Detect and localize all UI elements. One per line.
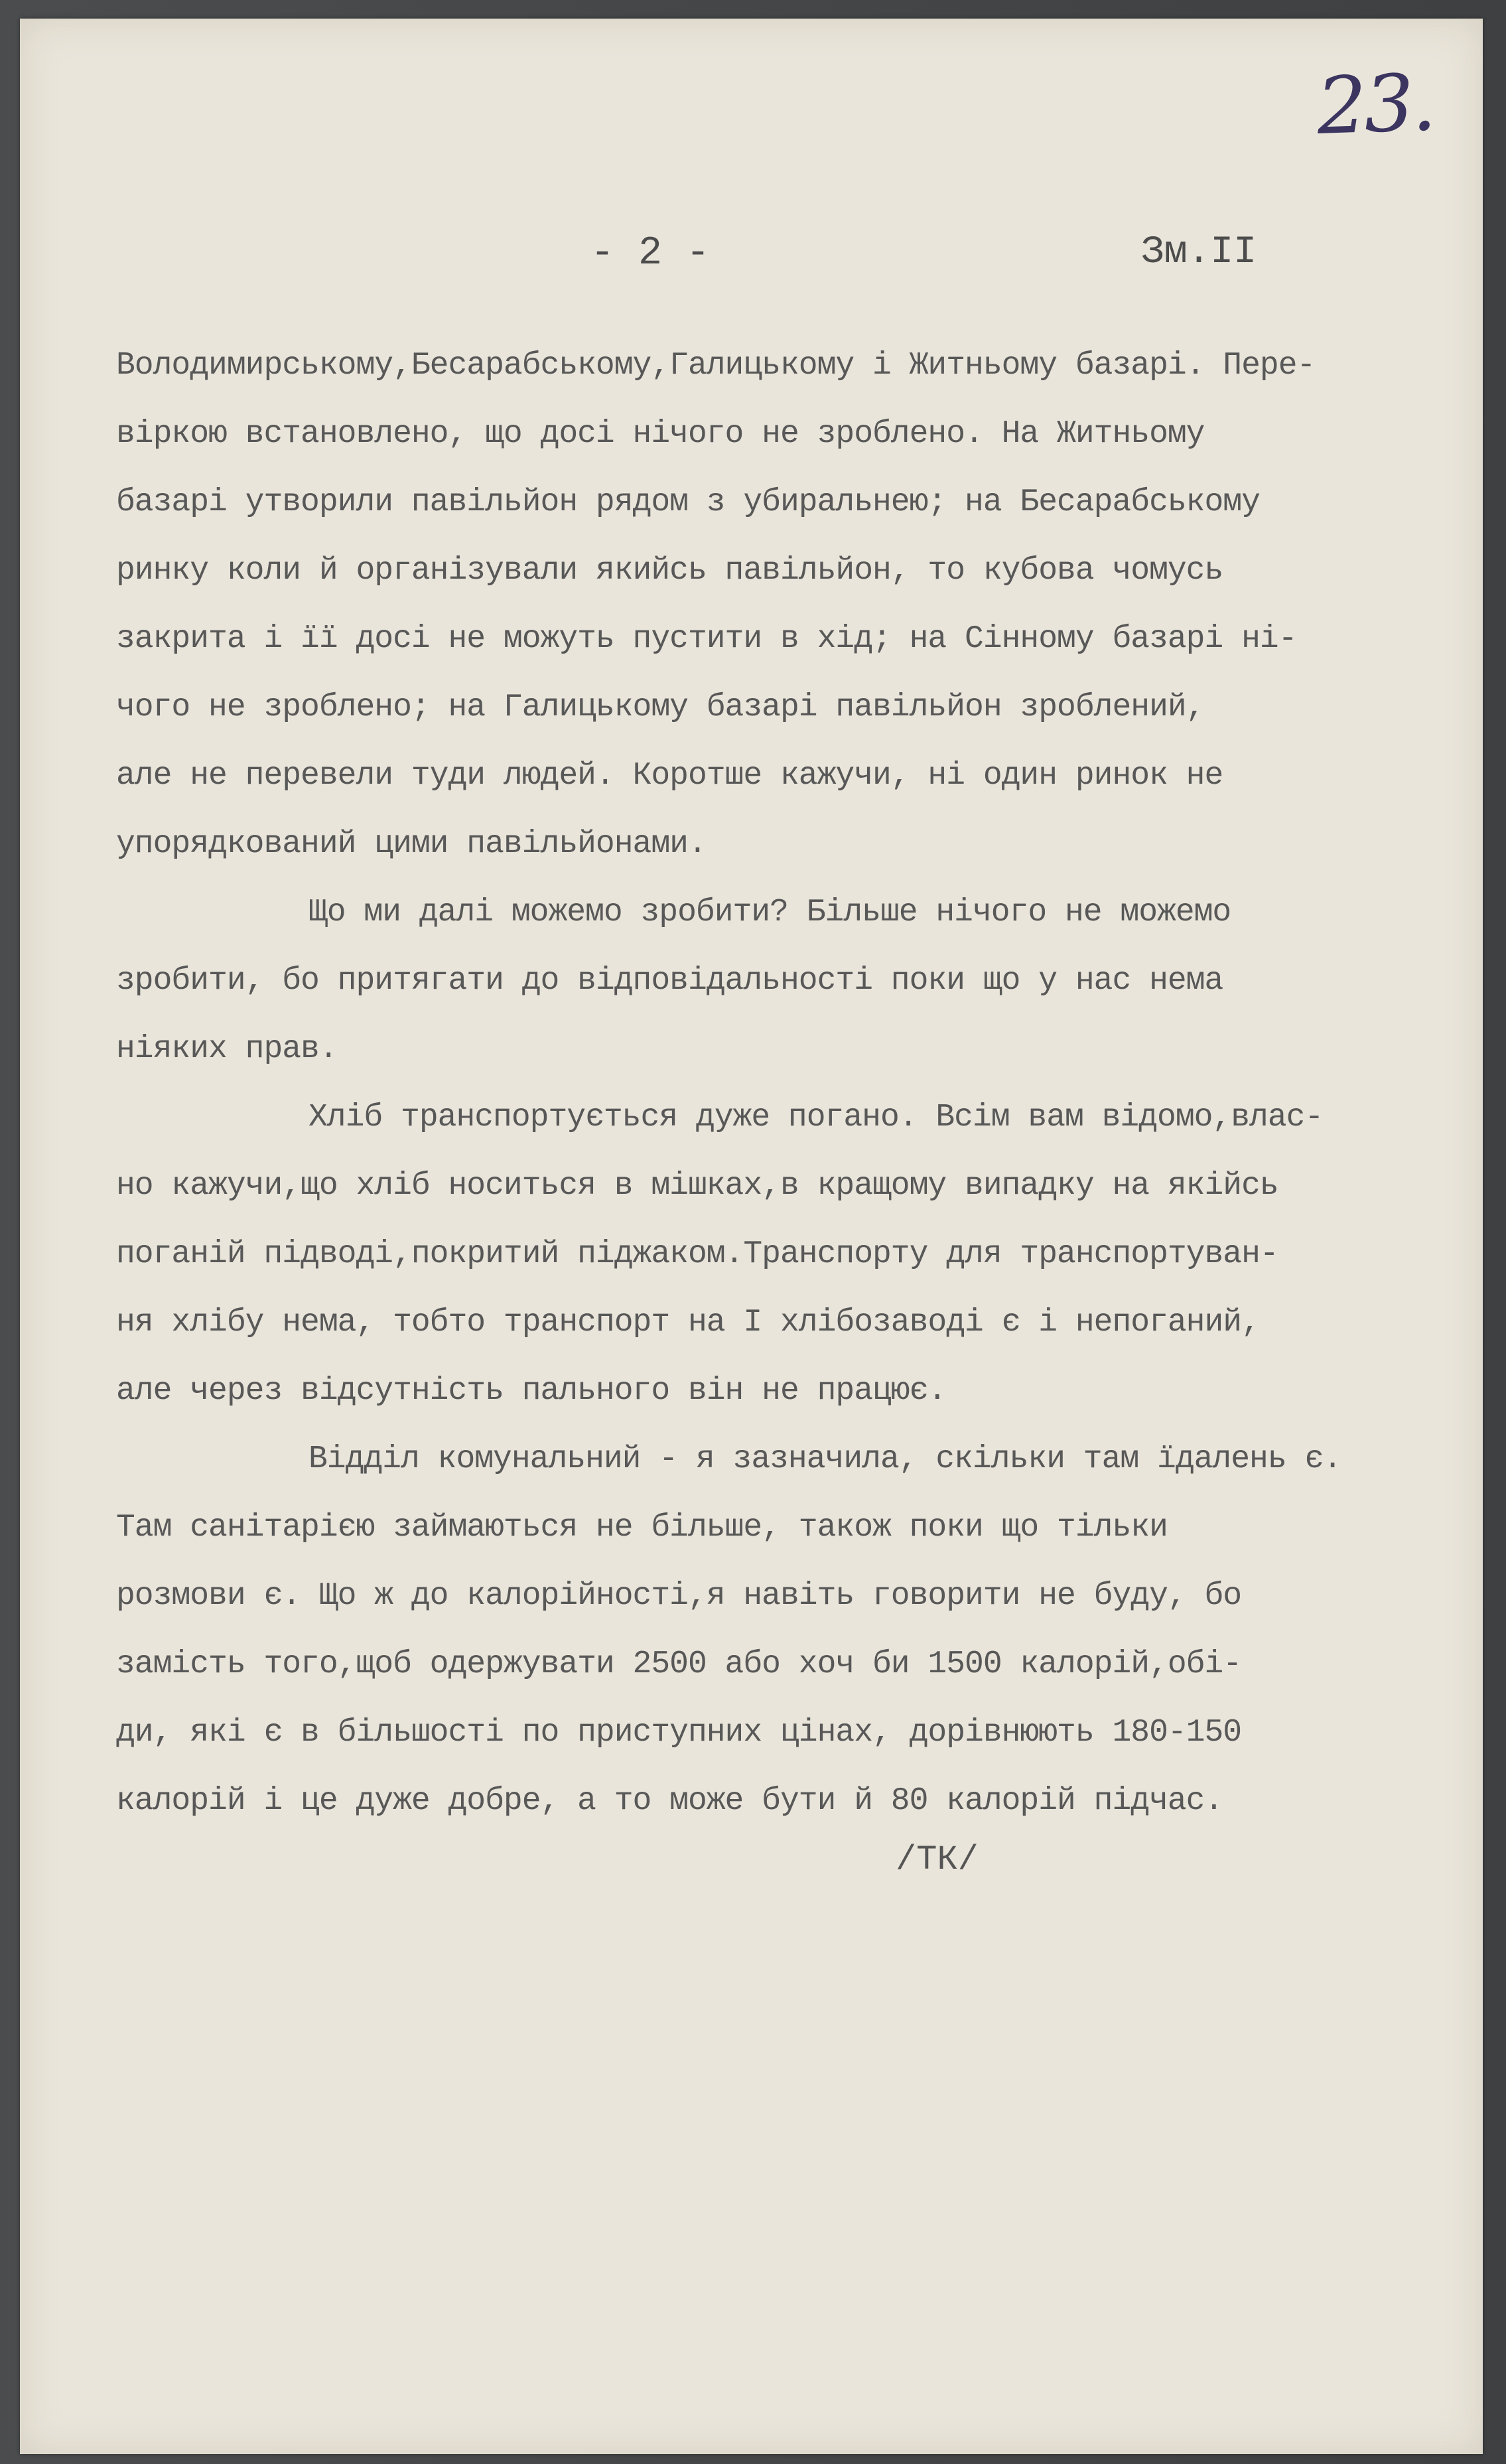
text-line: але через відсутність пального він не працює. — [116, 1373, 947, 1409]
text-line: віркою встановлено, що досі нічого не зроблено. На Житньому — [116, 416, 1205, 452]
text-line: упорядкований цими павільйонами. — [116, 826, 707, 862]
archive-folio-number: 23. — [1315, 56, 1436, 153]
text-line: замість того,щоб одержувати 2500 або хоч би 1500 калорій,обі- — [116, 1646, 1242, 1682]
paragraph — [116, 332, 1426, 879]
typist-initials: /ТК/ — [896, 1840, 979, 1879]
page-number: - 2 - — [590, 231, 711, 276]
text-line: Відділ комунальний - я зазначила, скільки там їдалень є. — [308, 1441, 1342, 1477]
paragraph — [116, 1084, 1426, 1425]
text-line: Володимирському,Бесарабському,Галицькому і Житньому базарі. Пере- — [116, 348, 1316, 384]
text-line: але не перевели туди людей. Коротше кажучи, ні один ринок не — [116, 758, 1223, 794]
text-line: базарі утворили павільйон рядом з убиральнею; на Бесарабському — [116, 484, 1260, 520]
text-line: ня хлібу нема, тобто транспорт на І хлібозаводі є і непоганий, — [116, 1305, 1260, 1341]
text-line: Там санітарією займаються не більше, також поки що тільки — [116, 1510, 1168, 1546]
text-line: ринку коли й організували якийсь павільйон, то кубова чомусь — [116, 553, 1223, 589]
text-line: розмови є. Що ж до калорійності,я навіть говорити не буду, бо — [116, 1578, 1242, 1614]
document-reference: Зм.ІІ — [1141, 231, 1257, 274]
text-line: ніяких прав. — [116, 1031, 338, 1067]
document-body — [116, 332, 1426, 1836]
paragraph — [116, 879, 1426, 1084]
paragraph — [116, 1425, 1426, 1836]
text-line: Що ми далі можемо зробити? Більше нічого не можемо — [308, 895, 1231, 930]
text-line: зробити, бо притягати до відповідальності поки що у нас нема — [116, 963, 1223, 999]
text-line: поганій підводі,покритий піджаком.Транспорту для транспортуван- — [116, 1236, 1278, 1272]
text-line: Хліб транспортується дуже погано. Всім вам відомо,влас- — [308, 1100, 1324, 1135]
text-line: закрита і її досі не можуть пустити в хід; на Сінному базарі ні- — [116, 621, 1297, 657]
text-line: ди, які є в більшості по приступних цінах, дорівнюють 180-150 — [116, 1715, 1242, 1751]
text-line: калорій і це дуже добре, а то може бути й 80 калорій підчас. — [116, 1783, 1223, 1819]
document-page — [20, 19, 1483, 2454]
text-line: но кажучи,що хліб носиться в мішках,в кращому випадку на якійсь — [116, 1168, 1278, 1204]
text-line: чого не зроблено; на Галицькому базарі павільйон зроблений, — [116, 689, 1205, 725]
